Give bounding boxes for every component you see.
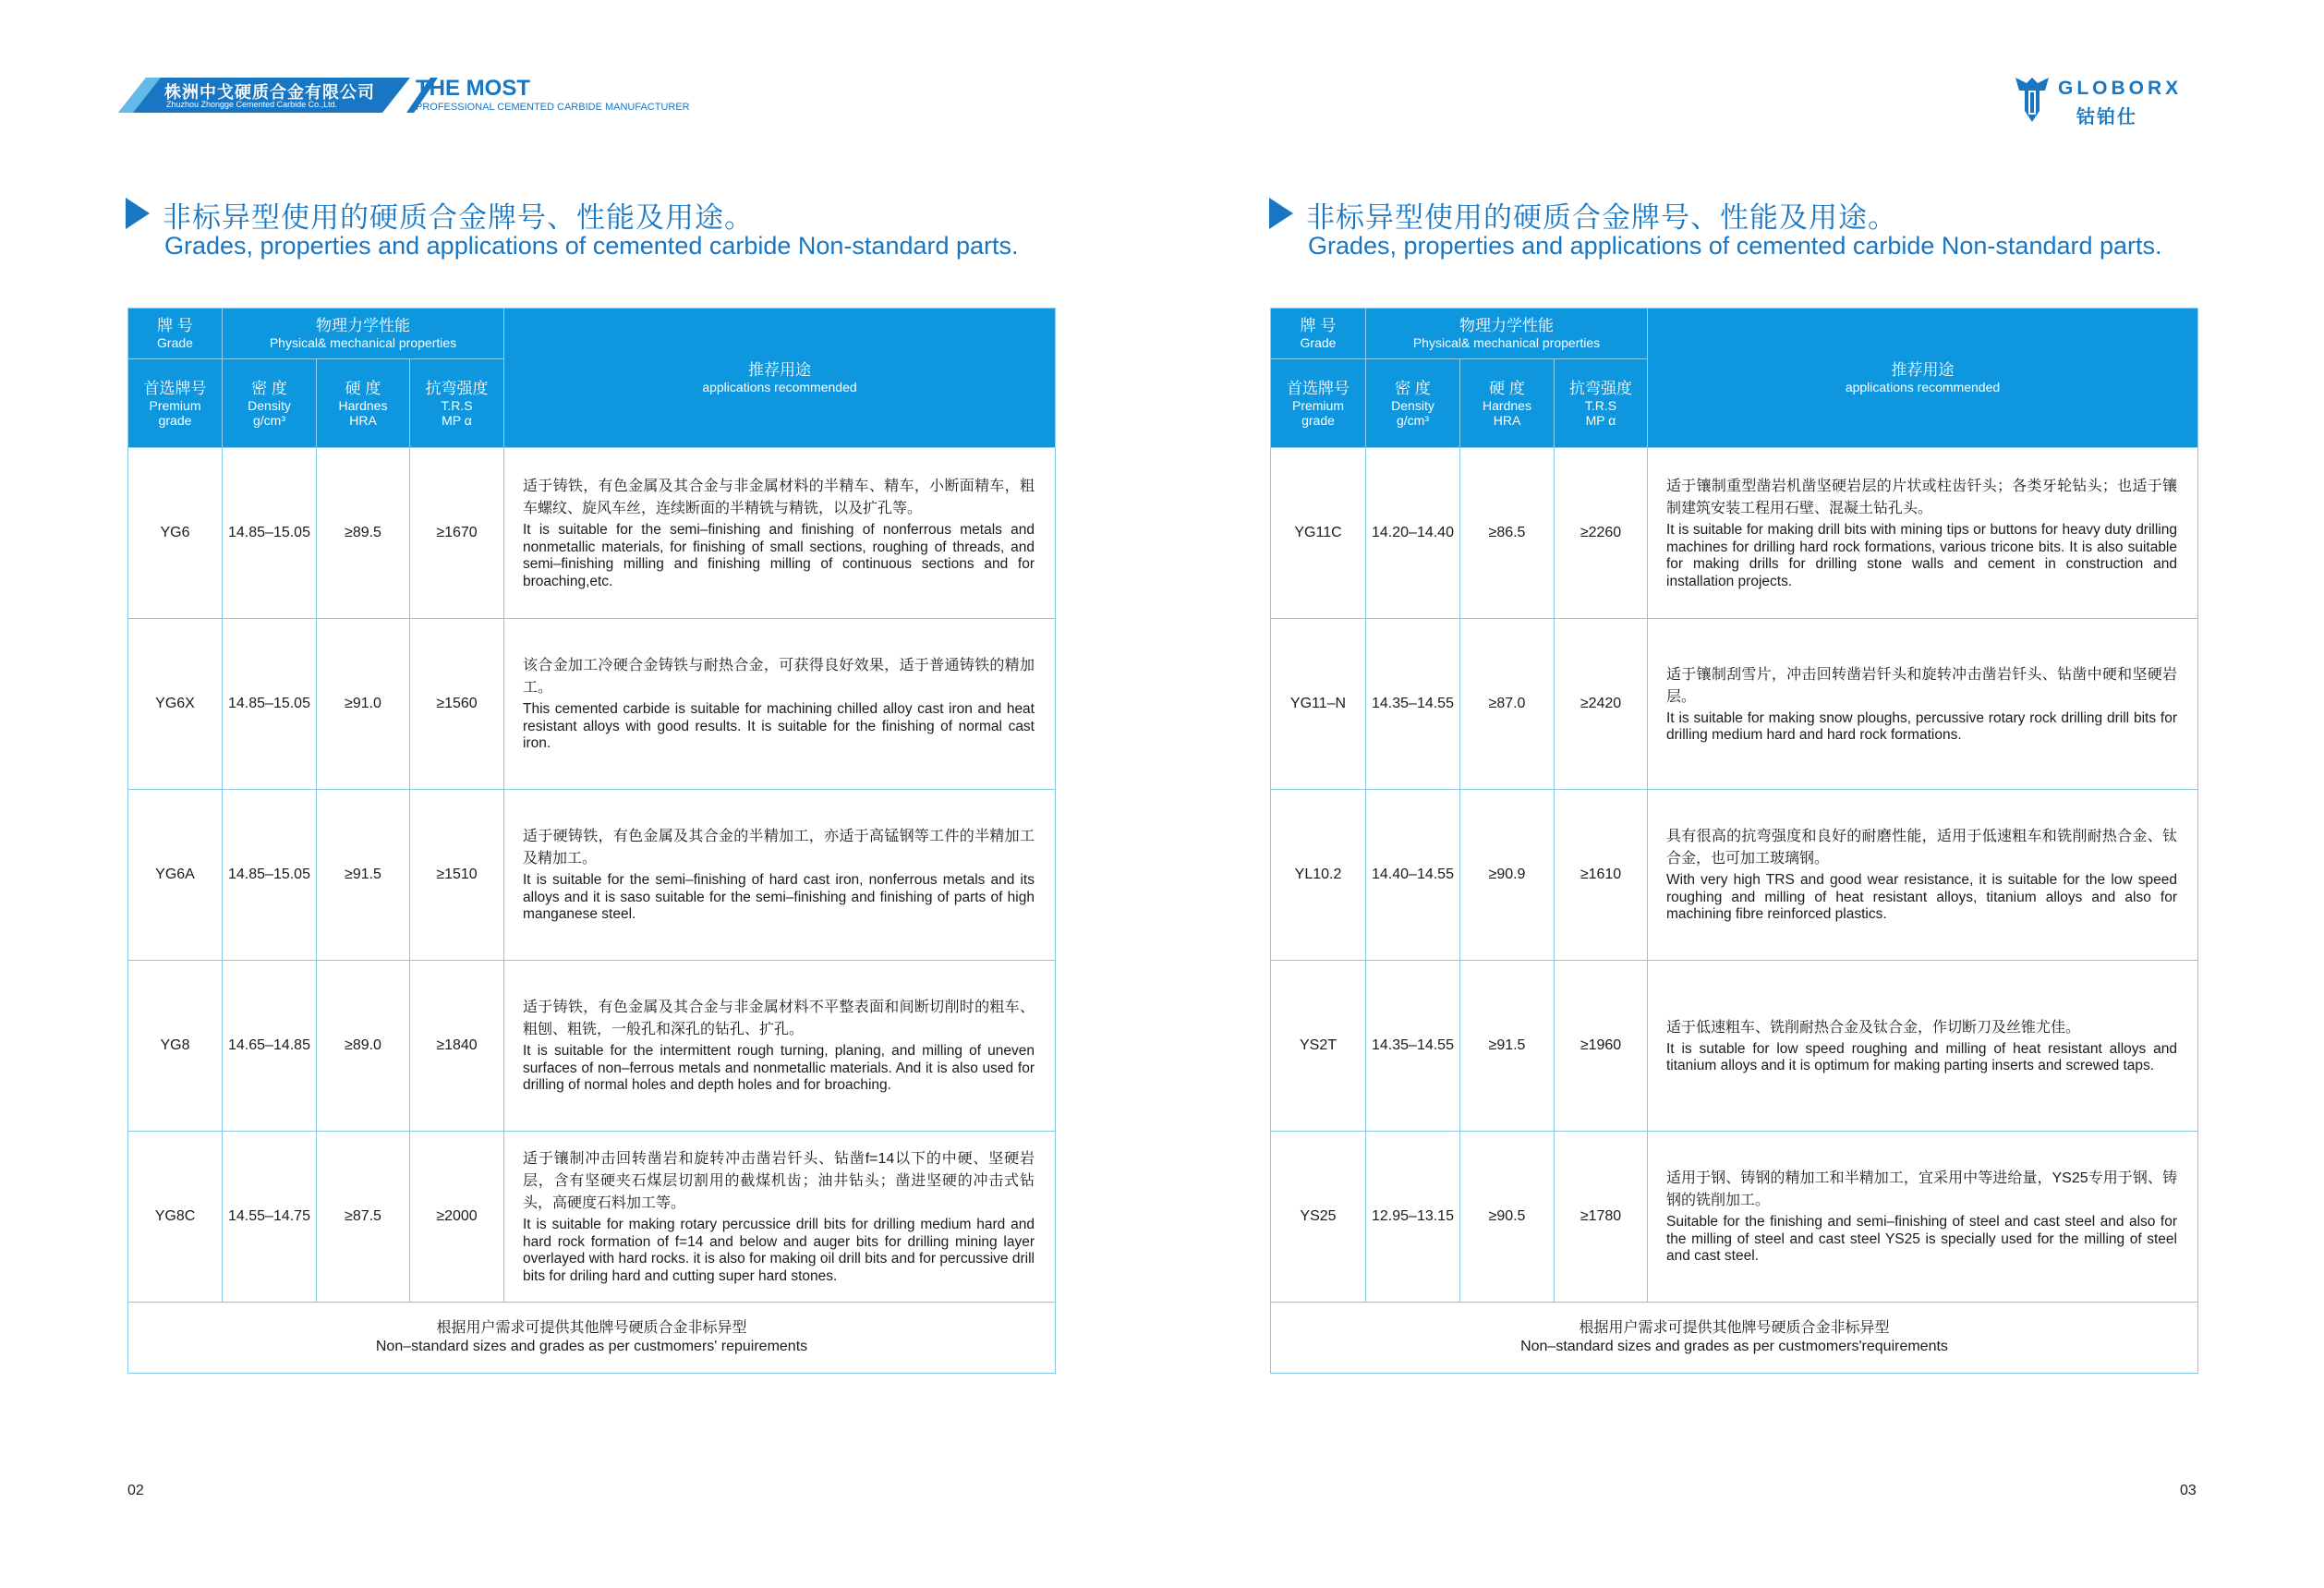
hardness-cell: ≥86.5 [1460,448,1555,619]
hardness-cell: ≥91.5 [1460,961,1555,1132]
header-premium-grade: 首选牌号 Premium grade [128,359,223,448]
right-title-en: Grades, properties and applications of cemented carbide Non-standard parts. [1308,232,2162,260]
grade-cell: YG8 [128,961,223,1132]
table-row [1271,1132,2198,1303]
application-cn: 适用于钢、铸钢的精加工和半精加工，宜采用中等进给量，YS25专用于钢、铸钢的铣削加工。 [1666,1170,2177,1209]
grade-cell: YS2T [1271,961,1366,1132]
table-footer-row [128,1303,1056,1374]
application-cell [1648,619,2198,790]
density-cell: 14.20–14.40 [1366,448,1460,619]
application-cn: 具有很高的抗弯强度和良好的耐磨性能，适用于低速粗车和铣削耐热合金、钛合金，也可加工玻璃钢。 [1666,829,2177,867]
table-row [128,961,1056,1132]
header-trs: 抗弯强度 T.R.S MP α [1555,359,1648,448]
table-footer-note [1271,1303,2198,1374]
grade-cell: YG8C [128,1132,223,1303]
hardness-cell: ≥90.9 [1460,790,1555,961]
application-en: With very high TRS and good wear resistance, it is suitable for the low speed roughing and milling of heat resistant alloys, titanium alloys and also for machining fibre reinforced plastics. [1666,872,2177,923]
application-cn: 适于铸铁，有色金属及其合金与非金属材料的半精车、精车，小断面精车，粗车螺纹、旋风车丝，连续断面的半精铣与精铣，以及扩孔等。 [523,479,1035,516]
header-density: 密 度 Density g/cm³ [1366,359,1460,448]
application-cn: 适于铸铁，有色金属及其合金与非金属材料不平整表面和间断切削时的粗车、粗刨、粗铣，一般孔和深孔的钻孔、扩孔。 [523,1000,1035,1038]
application-cn: 适于镶制重型凿岩机凿坚硬岩层的片状或柱齿钎头；各类牙轮钻头；也适于镶制建筑安装工程用石壁、混凝土钻孔头。 [1666,479,2177,516]
company-name-en: Zhuzhou Zhongge Cemented Carbide Co.,Ltd. [166,100,338,109]
footer-note-cn: 根据用户需求可提供其他牌号硬质合金非标异型 [1579,1320,1890,1336]
table-row [128,790,1056,961]
header-density: 密 度 Density g/cm³ [223,359,317,448]
right-title-cn: 非标异型使用的硬质合金牌号、性能及用途。 [1306,201,1897,234]
density-cell: 14.65–14.85 [223,961,317,1132]
application-cn: 适于硬铸铁，有色金属及其合金的半精加工，亦适于高锰钢等工件的半精加工及精加工。 [523,829,1035,867]
density-cell: 14.35–14.55 [1366,961,1460,1132]
logo-text-cn: 钴铂仕 [2076,107,2137,127]
density-cell: 14.55–14.75 [223,1132,317,1303]
application-cell [504,961,1056,1132]
table-row [128,1132,1056,1303]
application-cell [1648,448,2198,619]
footer-note-en: Non–standard sizes and grades as per custmomers'requirements [1520,1339,1948,1354]
application-cell [1648,1132,2198,1303]
table-row [128,619,1056,790]
globorx-logo [2014,74,2217,129]
application-en: It is suitable for making drill bits with mining tips or buttons for heavy duty drilling machines for drilling hard rock formations, various tricone bits. It is also suitable for making drills for drilling stone walls and cement in construction and installation projects. [1666,522,2177,589]
table-row [128,448,1056,619]
trs-cell: ≥2000 [410,1132,504,1303]
hardness-cell: ≥87.5 [317,1132,410,1303]
density-cell: 14.35–14.55 [1366,619,1460,790]
logo-text-en: GLOBORX [2058,78,2183,99]
trs-cell: ≥2420 [1555,619,1648,790]
hardness-cell: ≥90.5 [1460,1132,1555,1303]
slogan-main: THE MOST [416,76,530,101]
density-cell: 12.95–13.15 [1366,1132,1460,1303]
header-premium-grade: 首选牌号 Premium grade [1271,359,1366,448]
application-en: It is suitable for making rotary percussice drill bits for drilling medium hard and hard rock formation of f=14 and below and auger bits for drilling mining layer overlayed with hard rocks. it is also for making oil drill bits and for percussive drill bits for driling hard and cutting super hard stones. [523,1217,1035,1284]
hardness-cell: ≥89.5 [317,448,410,619]
header-trs: 抗弯强度 T.R.S MP α [410,359,504,448]
header-hardness: 硬 度 Hardnes HRA [1460,359,1555,448]
trs-cell: ≥1670 [410,448,504,619]
application-en: It is suitable for making snow ploughs, percussive rotary rock drilling drill bits for drilling medium hard and hard rock formations. [1666,709,2177,743]
application-en: This cemented carbide is suitable for machining chilled alloy cast iron and heat resistant alloys with good results. It is suitable for the finishing of normal cast iron. [523,701,1035,752]
table-row [1271,448,2198,619]
table-row [1271,619,2198,790]
page-number-left: 02 [127,1483,144,1498]
header-grade: 牌 号 Grade [128,309,223,359]
application-cell [504,448,1056,619]
table-footer-note [128,1303,1056,1374]
grade-cell: YG11–N [1271,619,1366,790]
application-en: It is suitable for the intermittent rough turning, planing, and milling of uneven surfaces of non–ferrous metals and nonmetallic materials. And it is also used for drilling of normal holes and depth holes and for broaching. [523,1043,1035,1094]
grade-cell: YS25 [1271,1132,1366,1303]
header-applications: 推荐用途 applications recommended [1648,309,2198,448]
left-grades-table [127,308,1056,1374]
application-en: Suitable for the finishing and semi–finishing of steel and cast steel and also for the milling of steel and cast steel YS25 is specially used for the milling of steel and cast steel. [1666,1214,2177,1265]
grade-cell: YG6A [128,790,223,961]
header-physical: 物理力学性能 Physical& mechanical properties [223,309,504,359]
grade-cell: YG6X [128,619,223,790]
hardness-cell: ≥89.0 [317,961,410,1132]
density-cell: 14.85–15.05 [223,790,317,961]
company-brand [118,74,746,116]
application-en: It is sutable for low speed roughing and milling of heat resistant alloys and titanium alloys and it is optimum for making parting inserts and screwed taps. [1666,1040,2177,1073]
trs-cell: ≥1610 [1555,790,1648,961]
application-cn: 该合金加工冷硬合金铸铁与耐热合金，可获得良好效果，适于普通铸铁的精加工。 [523,658,1035,697]
slogan-sub: PROFESSIONAL CEMENTED CARBIDE MANUFACTURER [416,102,690,113]
right-grades-table [1270,308,2198,1374]
grade-cell: YG11C [1271,448,1366,619]
grade-cell: YL10.2 [1271,790,1366,961]
trs-cell: ≥1780 [1555,1132,1648,1303]
header-physical: 物理力学性能 Physical& mechanical properties [1366,309,1648,359]
hardness-cell: ≥91.0 [317,619,410,790]
header-applications: 推荐用途 applications recommended [504,309,1056,448]
table-row [1271,790,2198,961]
page-number-right: 03 [2180,1483,2197,1498]
application-cell [1648,961,2198,1132]
footer-note-cn: 根据用户需求可提供其他牌号硬质合金非标异型 [436,1320,747,1336]
trs-cell: ≥1510 [410,790,504,961]
application-cn: 适于镶制冲击回转凿岩和旋转冲击凿岩钎头、钻凿f=14以下的中硬、坚硬岩层，含有坚硬夹石煤层切割用的截煤机齿；油井钻头；凿进坚硬的冲击式钻头，高硬度石料加工等。 [523,1151,1035,1211]
left-title-en: Grades, properties and applications of cemented carbide Non-standard parts. [164,232,1019,260]
header-hardness: 硬 度 Hardnes HRA [317,359,410,448]
left-title-cn: 非标异型使用的硬质合金牌号、性能及用途。 [163,201,754,234]
globorx-mark-icon [2014,74,2051,126]
density-cell: 14.40–14.55 [1366,790,1460,961]
application-cell [1648,790,2198,961]
header-grade: 牌 号 Grade [1271,309,1366,359]
grade-cell: YG6 [128,448,223,619]
table-footer-row [1271,1303,2198,1374]
hardness-cell: ≥91.5 [317,790,410,961]
application-en: It is suitable for the semi–finishing and finishing of nonferrous metals and nonmetallic materials, for finishing of small sections, roughing of threads, and semi–finishing milling and finishing milling of continuous sections and for broaching,etc. [523,522,1035,589]
density-cell: 14.85–15.05 [223,619,317,790]
left-title-arrow-icon [126,198,150,229]
table-row [1271,961,2198,1132]
company-name-cn: 株洲中戈硬质合金有限公司 [164,83,375,102]
application-en: It is suitable for the semi–finishing of hard cast iron, nonferrous metals and its alloys and it is saso suitable for the semi–finishing and finishing of parts of high manganese steel. [523,872,1035,923]
density-cell: 14.85–15.05 [223,448,317,619]
hardness-cell: ≥87.0 [1460,619,1555,790]
trs-cell: ≥2260 [1555,448,1648,619]
application-cn: 适于镶制刮雪片，冲击回转凿岩钎头和旋转冲击凿岩钎头、钻凿中硬和坚硬岩层。 [1666,666,2177,705]
footer-note-en: Non–standard sizes and grades as per custmomers' repuirements [375,1339,808,1354]
right-title-arrow-icon [1269,198,1293,229]
trs-cell: ≥1560 [410,619,504,790]
application-cn: 适于低速粗车、铣削耐热合金及钛合金，作切断刀及丝锥尤佳。 [1666,1019,2081,1036]
trs-cell: ≥1960 [1555,961,1648,1132]
application-cell [504,1132,1056,1303]
application-cell [504,790,1056,961]
trs-cell: ≥1840 [410,961,504,1132]
application-cell [504,619,1056,790]
